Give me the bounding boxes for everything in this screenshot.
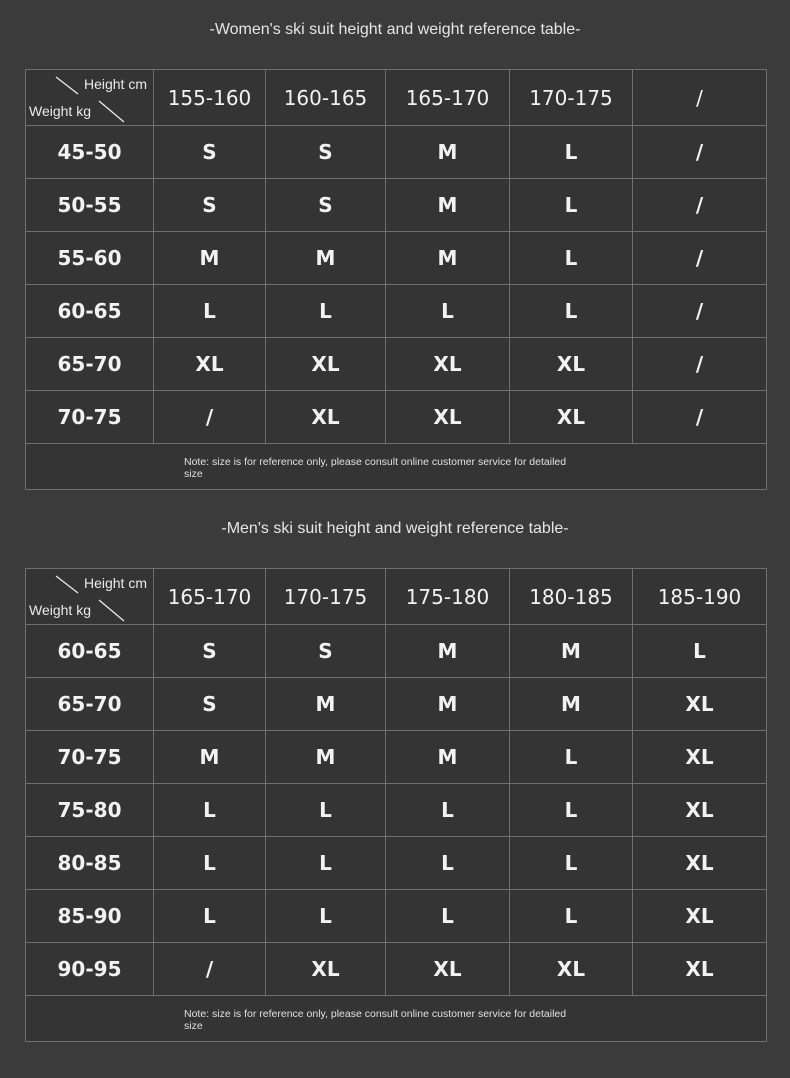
height-header-cell: 185-190 xyxy=(633,569,767,625)
size-cell: XL xyxy=(633,837,767,890)
size-cell: M xyxy=(386,179,510,232)
size-cell: / xyxy=(633,391,767,444)
size-cell: L xyxy=(386,890,510,943)
table-row xyxy=(26,391,767,444)
size-cell: L xyxy=(266,837,386,890)
height-header-cell: 155-160 xyxy=(154,70,266,126)
size-cell: XL xyxy=(633,890,767,943)
size-cell: XL xyxy=(154,338,266,391)
size-cell: XL xyxy=(633,678,767,731)
size-cell: M xyxy=(266,232,386,285)
size-cell: XL xyxy=(386,391,510,444)
table-row xyxy=(26,179,767,232)
weight-cell: 65-70 xyxy=(26,338,154,391)
height-header-cell: 170-175 xyxy=(266,569,386,625)
size-cell: M xyxy=(386,126,510,179)
size-cell: L xyxy=(510,890,633,943)
size-cell: XL xyxy=(510,943,633,996)
size-cell: XL xyxy=(386,338,510,391)
size-cell: L xyxy=(510,126,633,179)
table-row xyxy=(26,784,767,837)
size-note: Note: size is for reference only, please consult online customer service for detailed size xyxy=(184,456,567,480)
header-row xyxy=(26,569,767,625)
note-cell xyxy=(26,444,767,490)
weight-cell: 50-55 xyxy=(26,179,154,232)
size-cell: L xyxy=(510,837,633,890)
size-cell: / xyxy=(633,179,767,232)
table-row xyxy=(26,943,767,996)
size-cell: S xyxy=(154,625,266,678)
size-cell: S xyxy=(154,179,266,232)
weight-cell: 70-75 xyxy=(26,391,154,444)
size-cell: XL xyxy=(386,943,510,996)
size-cell: L xyxy=(154,784,266,837)
size-cell: L xyxy=(266,890,386,943)
women-size-table xyxy=(25,69,767,490)
size-cell: XL xyxy=(633,943,767,996)
size-cell: M xyxy=(386,731,510,784)
weight-cell: 80-85 xyxy=(26,837,154,890)
weight-axis-label: Weight kg xyxy=(29,602,91,618)
size-cell: S xyxy=(266,625,386,678)
size-cell: M xyxy=(266,731,386,784)
weight-cell: 90-95 xyxy=(26,943,154,996)
size-cell: / xyxy=(154,943,266,996)
size-cell: M xyxy=(386,678,510,731)
weight-cell: 60-65 xyxy=(26,285,154,338)
height-header-cell: 175-180 xyxy=(386,569,510,625)
corner-header-cell xyxy=(26,70,154,126)
table-row xyxy=(26,232,767,285)
size-cell: M xyxy=(154,232,266,285)
table-row xyxy=(26,837,767,890)
size-cell: / xyxy=(633,338,767,391)
size-cell: L xyxy=(510,784,633,837)
weight-cell: 65-70 xyxy=(26,678,154,731)
note-cell xyxy=(26,996,767,1042)
size-cell: XL xyxy=(510,391,633,444)
corner-header-cell xyxy=(26,569,154,625)
weight-axis-label: Weight kg xyxy=(29,103,91,119)
height-axis-label: Height cm xyxy=(83,76,147,92)
size-cell: S xyxy=(154,678,266,731)
size-cell: XL xyxy=(266,943,386,996)
table-row xyxy=(26,678,767,731)
weight-cell: 85-90 xyxy=(26,890,154,943)
size-cell: L xyxy=(266,784,386,837)
table-row xyxy=(26,890,767,943)
size-cell: XL xyxy=(510,338,633,391)
men-table-title: -Men's ski suit height and weight reference table- xyxy=(221,520,569,537)
size-cell: S xyxy=(266,126,386,179)
size-cell: L xyxy=(510,285,633,338)
height-header-cell: 170-175 xyxy=(510,70,633,126)
size-cell: L xyxy=(510,179,633,232)
size-cell: L xyxy=(510,731,633,784)
size-cell: L xyxy=(633,625,767,678)
size-cell: / xyxy=(154,391,266,444)
size-cell: XL xyxy=(633,731,767,784)
size-cell: M xyxy=(266,678,386,731)
weight-cell: 45-50 xyxy=(26,126,154,179)
height-header-cell: 160-165 xyxy=(266,70,386,126)
size-cell: M xyxy=(510,625,633,678)
header-row xyxy=(26,70,767,126)
size-cell: S xyxy=(266,179,386,232)
weight-cell: 55-60 xyxy=(26,232,154,285)
table-row xyxy=(26,338,767,391)
size-cell: M xyxy=(510,678,633,731)
women-table-title: -Women's ski suit height and weight reference table- xyxy=(209,21,581,38)
size-note: Note: size is for reference only, please consult online customer service for detailed size xyxy=(184,1008,567,1032)
size-cell: M xyxy=(386,625,510,678)
men-size-table xyxy=(25,568,767,1042)
size-cell: / xyxy=(633,126,767,179)
size-cell: L xyxy=(386,285,510,338)
size-cell: L xyxy=(510,232,633,285)
height-axis-label: Height cm xyxy=(83,575,147,591)
size-cell: XL xyxy=(266,338,386,391)
note-row xyxy=(26,996,767,1042)
height-header-cell: 165-170 xyxy=(386,70,510,126)
size-cell: M xyxy=(386,232,510,285)
size-cell: L xyxy=(386,784,510,837)
size-cell: L xyxy=(154,285,266,338)
size-cell: S xyxy=(154,126,266,179)
size-cell: L xyxy=(266,285,386,338)
size-cell: L xyxy=(386,837,510,890)
size-cell: XL xyxy=(266,391,386,444)
table-row xyxy=(26,731,767,784)
size-cell: / xyxy=(633,232,767,285)
size-cell: XL xyxy=(633,784,767,837)
size-cell: L xyxy=(154,890,266,943)
size-cell: / xyxy=(633,285,767,338)
size-cell: M xyxy=(154,731,266,784)
weight-cell: 70-75 xyxy=(26,731,154,784)
weight-cell: 60-65 xyxy=(26,625,154,678)
table-row xyxy=(26,285,767,338)
size-cell: L xyxy=(154,837,266,890)
height-header-cell: / xyxy=(633,70,767,126)
table-row xyxy=(26,126,767,179)
note-row xyxy=(26,444,767,490)
table-row xyxy=(26,625,767,678)
height-header-cell: 180-185 xyxy=(510,569,633,625)
height-header-cell: 165-170 xyxy=(154,569,266,625)
weight-cell: 75-80 xyxy=(26,784,154,837)
